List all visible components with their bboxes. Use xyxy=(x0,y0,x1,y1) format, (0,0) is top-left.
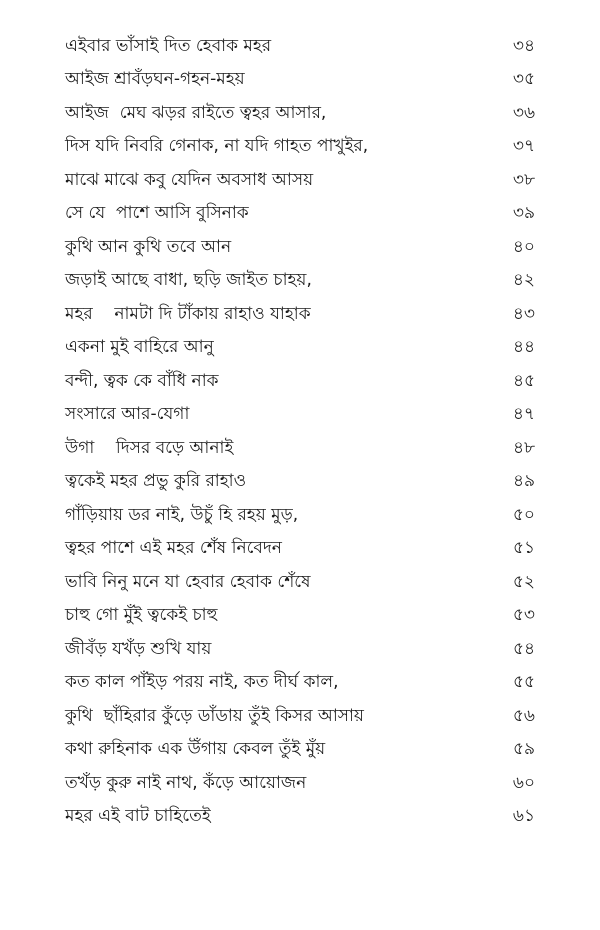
toc-entry-title: গাঁড়িয়ায় ডর নাই, উচুঁ হি রহয় মুড়, xyxy=(65,504,299,525)
toc-entry xyxy=(65,700,535,734)
toc-entry-title: সংসারে আর-যেগা xyxy=(65,404,190,425)
toc-entry xyxy=(65,566,535,600)
toc-entry xyxy=(65,801,535,835)
toc-entry-page-number: ৩৫ xyxy=(512,69,535,90)
toc-entry-title: একনা মুই বাহিরে আনু xyxy=(65,337,214,358)
toc-entry xyxy=(65,231,535,265)
toc-entry-title: আইজ মেঘ ঝড়র রাইতে ত্বহর আসার, xyxy=(65,102,327,123)
toc-entry-title: ত্বকেই মহর প্রভু কুরি রাহাও xyxy=(65,471,247,492)
toc-entry-page-number: ৩৬ xyxy=(512,102,535,123)
toc-entry-title: কত কাল পাঁইড় পরয় নাই, কত দীর্ঘ কাল, xyxy=(65,672,339,693)
toc-entry-title: মাঝে মাঝে কবু যেদিন অবসাধ আসয় xyxy=(65,169,314,190)
toc-entry xyxy=(65,399,535,433)
toc-entry xyxy=(65,466,535,500)
toc-entry-title: জীবঁড় যখঁড় শুখি যায় xyxy=(65,638,212,659)
toc-entry xyxy=(65,64,535,98)
toc-entry-page-number: ৪৪ xyxy=(512,337,535,358)
toc-entry-page-number: ৩৪ xyxy=(512,35,535,56)
toc-entry-page-number: ৬১ xyxy=(512,806,535,827)
toc-entry-title: ভাবি নিনু মনে যা হেবার হেবাক শেঁষে xyxy=(65,571,311,592)
toc-entry xyxy=(65,198,535,232)
toc-entry-page-number: ৪০ xyxy=(512,236,535,257)
toc-entry xyxy=(65,432,535,466)
toc-entry xyxy=(65,667,535,701)
toc-entry-page-number: ৪২ xyxy=(512,270,535,291)
toc-entry xyxy=(65,164,535,198)
toc-entry-title: চাহু গো মুঁই ত্বকেই চাহু xyxy=(65,605,218,626)
toc-entry-page-number: ৩৭ xyxy=(512,136,535,157)
toc-entry-title: মহর নামটা দি টাঁকায় রাহাও যাহাক xyxy=(65,303,311,324)
toc-entry-title: উগা দিসর বড়ে আনাই xyxy=(65,437,234,458)
toc-entry-title: সে যে পাশে আসি বুসিনাক xyxy=(65,203,249,224)
toc-entry xyxy=(65,97,535,131)
toc-entry-page-number: ৪৫ xyxy=(512,370,535,391)
toc-entry xyxy=(65,298,535,332)
toc-entry-page-number: ৪৭ xyxy=(512,404,535,425)
toc-entry-title: তখঁড় কুরু নাই নাথ, কঁড়ে আয়োজন xyxy=(65,772,307,793)
toc-entry-title: কথা রুহিনাক এক উঁগায় কেবল তুঁই মুঁয় xyxy=(65,739,326,760)
toc-entry xyxy=(65,734,535,768)
toc-entry-page-number: ৪৯ xyxy=(512,471,535,492)
toc-entry xyxy=(65,365,535,399)
toc-entry xyxy=(65,633,535,667)
toc-entry xyxy=(65,533,535,567)
toc-entry-title: বন্দী, ত্বক কে বাঁধি নাক xyxy=(65,370,219,391)
toc-entry-page-number: ৫২ xyxy=(512,571,535,592)
toc-entry-title: এইবার ভাঁসাই দিত হেবাক মহর xyxy=(65,35,272,56)
toc-entry-title: আইজ শ্রাবঁড়ঘন-গহন-মহয় xyxy=(65,69,245,90)
toc-entry-title: ত্বহর পাশে এই মহর শেঁষ নিবেদন xyxy=(65,538,282,559)
toc-entry-page-number: ৫৯ xyxy=(512,739,535,760)
toc-entry xyxy=(65,767,535,801)
toc-entry-page-number: ৫৩ xyxy=(512,605,535,626)
toc-entry-page-number: ৪৮ xyxy=(512,437,535,458)
toc-entry-title: মহর এই বাট চাহিতেই xyxy=(65,806,211,827)
toc-entry xyxy=(65,30,535,64)
toc-entry-page-number: ৪৩ xyxy=(512,303,535,324)
table-of-contents xyxy=(65,30,535,834)
toc-entry xyxy=(65,499,535,533)
toc-entry-page-number: ৫০ xyxy=(512,504,535,525)
toc-entry-page-number: ৩৮ xyxy=(512,169,535,190)
toc-entry-page-number: ৫৬ xyxy=(512,705,535,726)
toc-entry-page-number: ৫৫ xyxy=(512,672,535,693)
toc-entry-title: কুথি ছাঁহিরার কুঁড়ে ডাঁডায় তুঁই কিসর আসায় xyxy=(65,705,364,726)
toc-entry-page-number: ৫৪ xyxy=(512,638,535,659)
toc-entry-title: দিস যদি নিবরি গেনাক, না যদি গাহত পাখুইর, xyxy=(65,136,369,157)
toc-entry-title: জড়াই আছে বাধা, ছড়ি জাইত চাহয়, xyxy=(65,270,312,291)
toc-entry xyxy=(65,600,535,634)
toc-entry xyxy=(65,131,535,165)
toc-entry-page-number: ৫১ xyxy=(512,538,535,559)
toc-entry-page-number: ৬০ xyxy=(512,772,535,793)
toc-entry-title: কুথি আন কুথি তবে আন xyxy=(65,236,232,257)
toc-entry xyxy=(65,265,535,299)
toc-entry-page-number: ৩৯ xyxy=(512,203,535,224)
toc-entry xyxy=(65,332,535,366)
